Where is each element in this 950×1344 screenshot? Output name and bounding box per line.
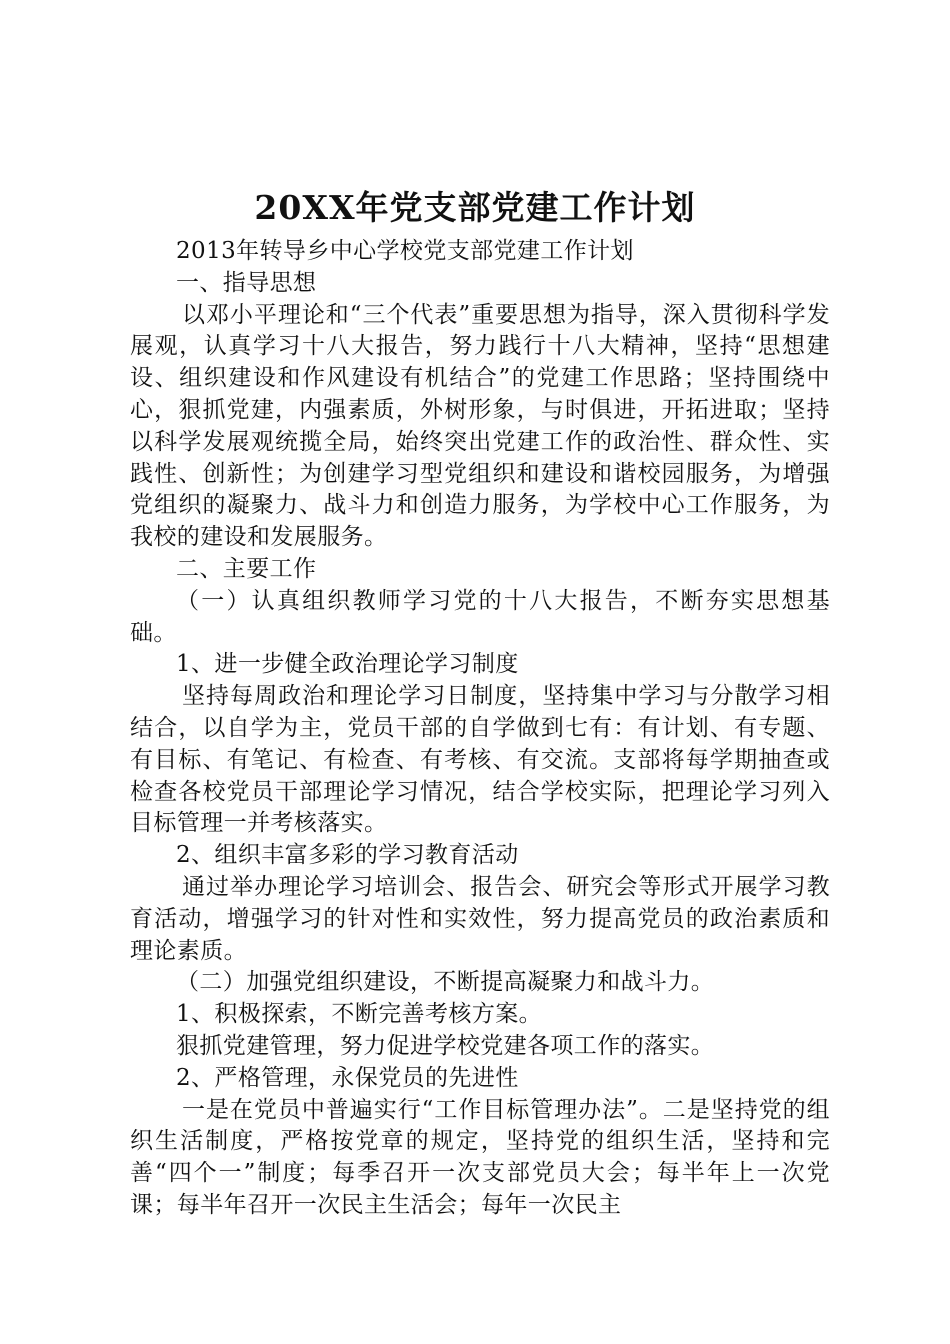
subsection-heading-2: （二）加强党组织建设，不断提高凝聚力和战斗力。 <box>176 969 715 996</box>
section-heading-main-work: 二、主要工作 <box>176 555 317 582</box>
paragraph-study-activities: 通过举办理论学习培训会、报告会、研究会等形式开展学习教育活动，增强学习的针对性和实效性，努力提高党员的政治素质和理论素质。 <box>130 873 830 964</box>
paragraph-study-system: 坚持每周政治和理论学习日制度，坚持集中学习与分散学习相结合，以自学为主，党员干部的自学做到七有：有计划、有专题、有目标、有笔记、有检查、有考核、有交流。支部将每学期抽查或检查各校党员干部理论学习情况，结合学校实际，把理论学习列入目标管理一并考核落实。 <box>130 683 830 837</box>
item-heading-1-2: 2、组织丰富多彩的学习教育活动 <box>176 842 519 869</box>
paragraph-subtitle: 2013年转导乡中心学校党支部党建工作计划 <box>176 238 634 264</box>
item-heading-2-1: 1、积极探索，不断完善考核方案。 <box>176 1001 543 1028</box>
paragraph-guiding-ideology: 以邓小平理论和“三个代表”重要思想为指导，深入贯彻科学发展观，认真学习十八大报告，努力践行十八大精神，坚持“思想建设、组织建设和作风建设有机结合”的党建工作思路；坚持围绕中心，狠抓党建，内强素质，外树形象，与时俱进，开拓进取；坚持以科学发展观统揽全局，始终突出党建工作的政治性、群众性、实践性、创新性；为创建学习型党组织和建设和谐校园服务，为增强党组织的凝聚力、战斗力和创造力服务，为学校中心工作服务，为我校的建设和发展服务。 <box>130 301 830 551</box>
paragraph-party-management: 狠抓党建管理，努力促进学校党建各项工作的落实。 <box>176 1032 715 1059</box>
item-heading-1-1: 1、进一步健全政治理论学习制度 <box>176 651 519 678</box>
section-heading-guiding-ideology: 一、指导思想 <box>176 269 317 296</box>
paragraph-strict-management: 一是在党员中普遍实行“工作目标管理办法”。二是坚持党的组织生活制度，严格按党章的规定，坚持党的组织生活，坚持和完善“四个一”制度；每季召开一次支部党员大会；每半年上一次党课；每半年召开一次民主生活会；每年一次民主 <box>130 1096 830 1218</box>
subsection-heading-1: （一）认真组织教师学习党的十八大报告，不断夯实思想基础。 <box>130 587 830 646</box>
document-body <box>130 236 830 1222</box>
document-title: 20XX年党支部党建工作计划 <box>254 188 696 227</box>
item-heading-2-2: 2、严格管理，永保党员的先进性 <box>176 1064 519 1091</box>
